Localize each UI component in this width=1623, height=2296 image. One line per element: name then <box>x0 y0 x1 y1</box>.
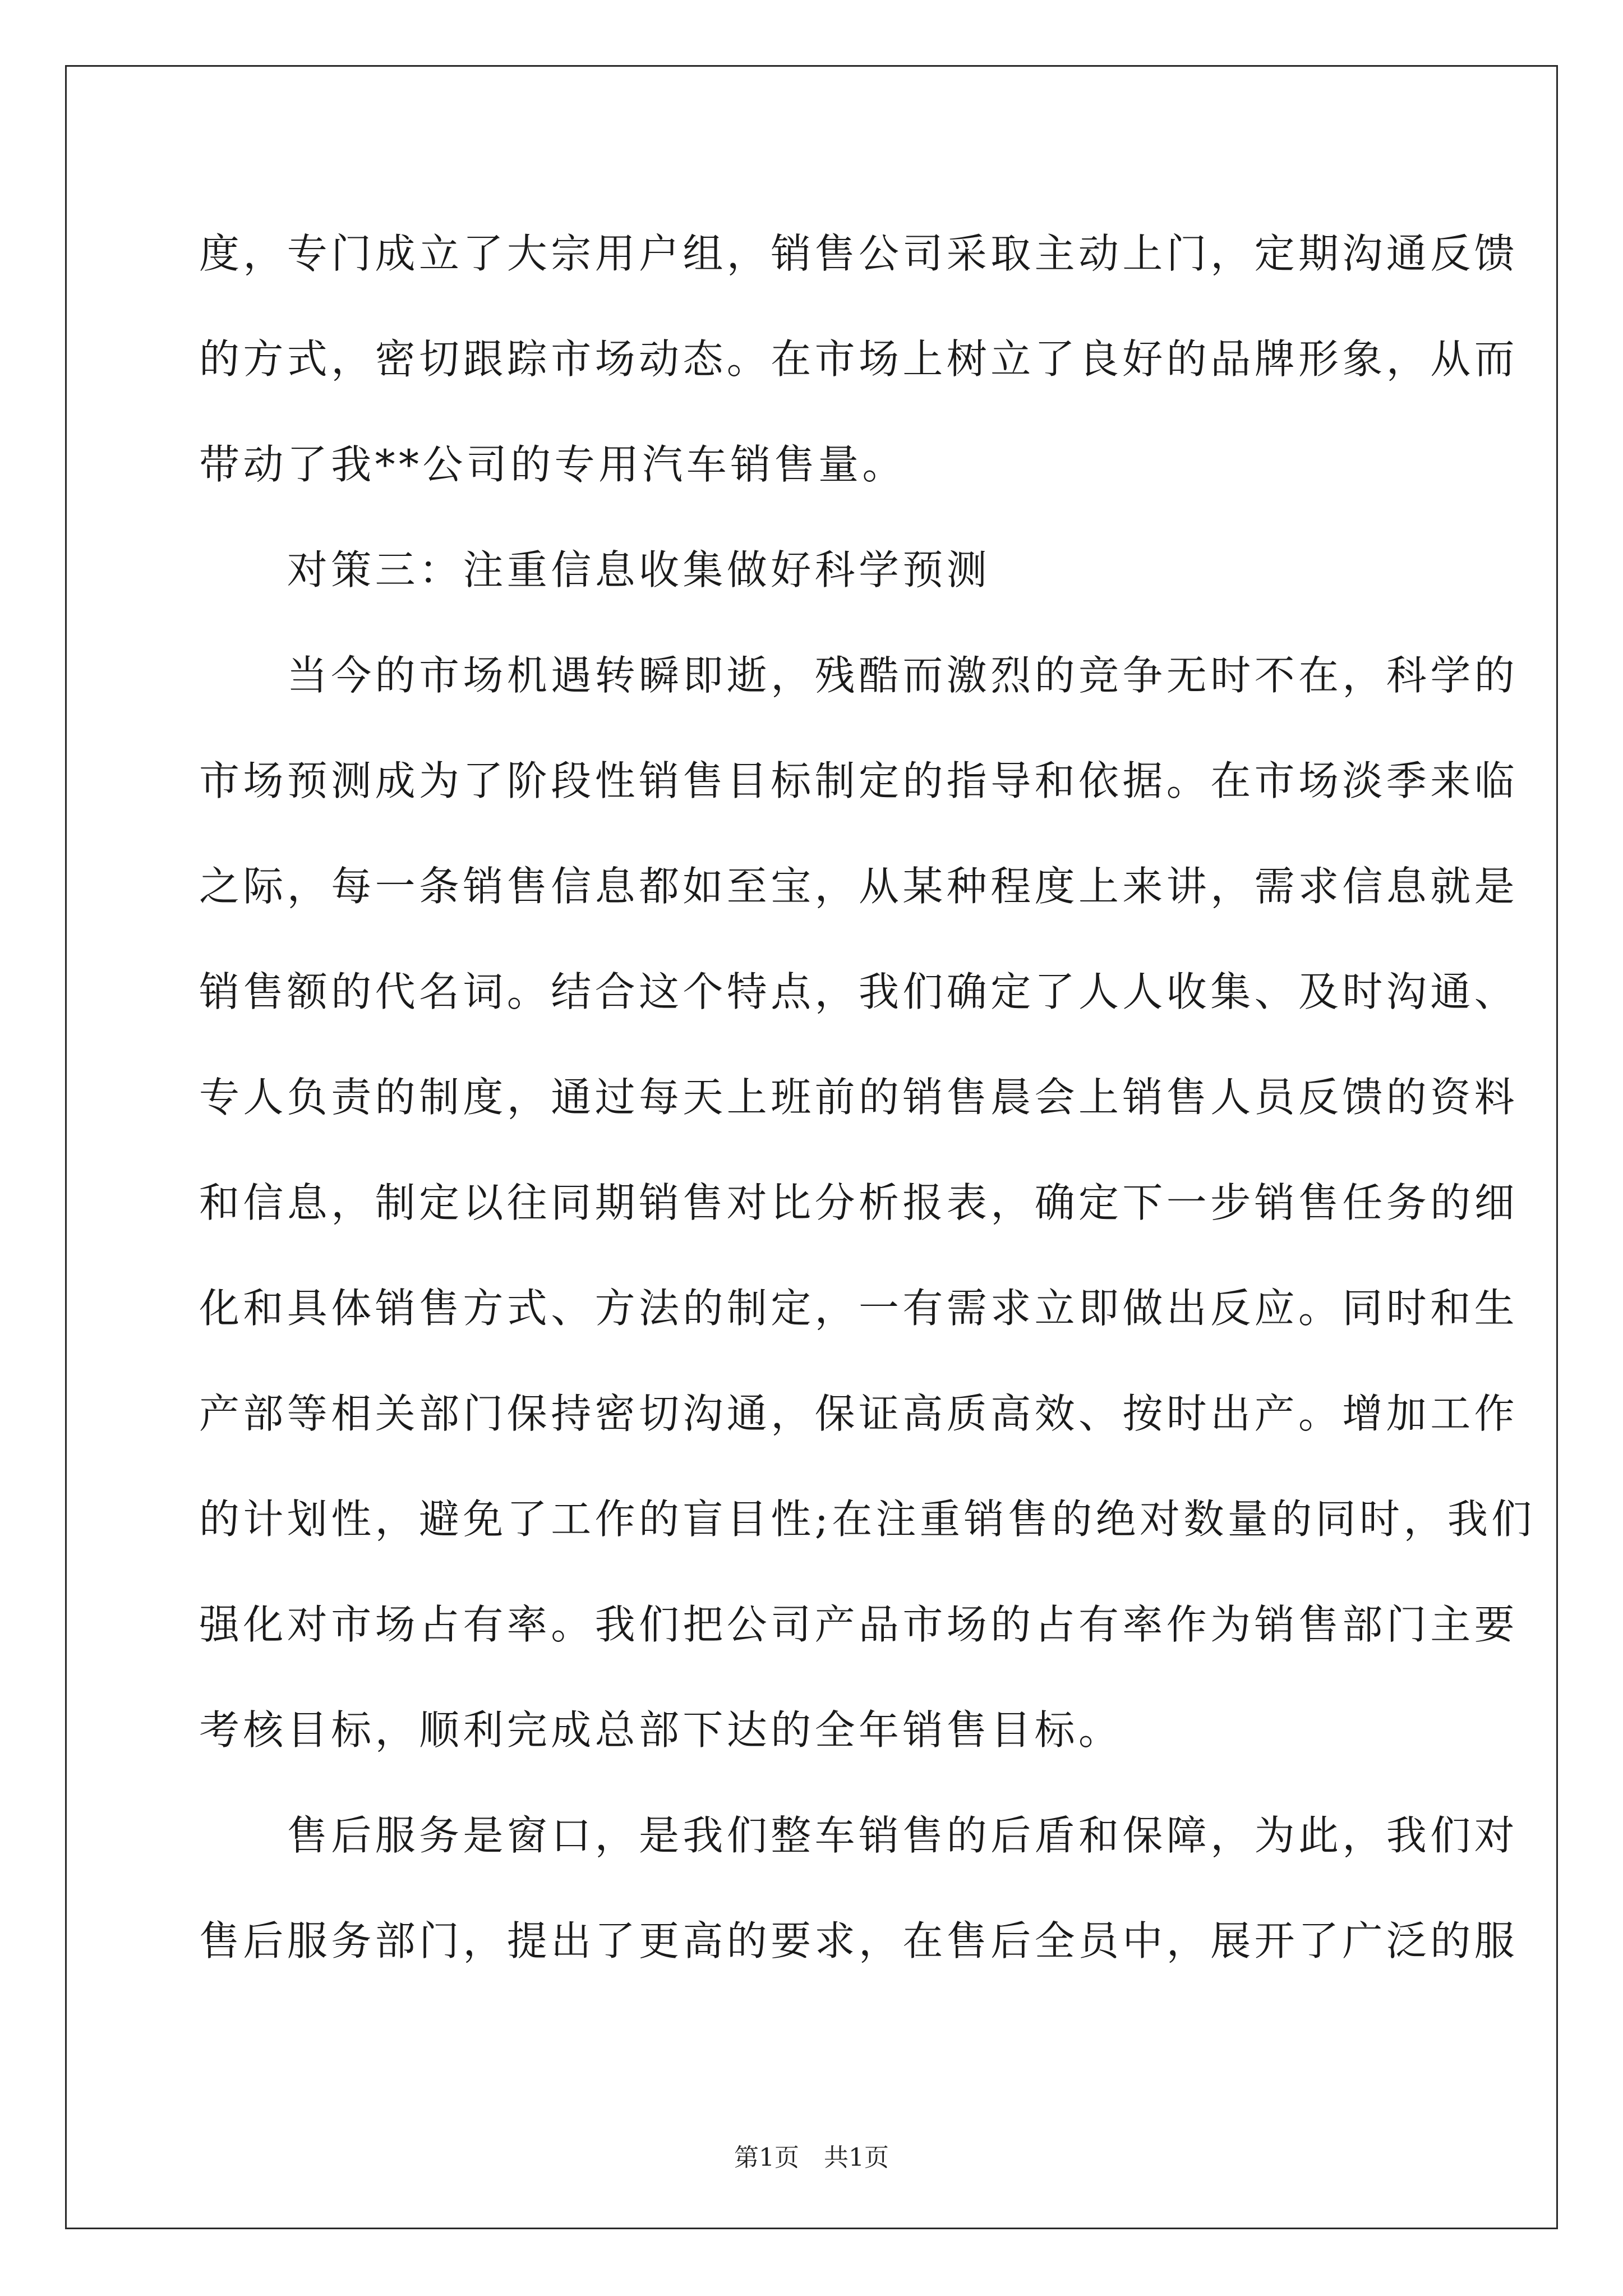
text-line: 产部等相关部门保持密切沟通，保证高质高效、按时出产。增加工作 <box>199 1390 1519 1437</box>
text-line: 强化对市场占有率。我们把公司产品市场的占有率作为销售部门主要 <box>199 1601 1519 1648</box>
text-line: 的方式，密切跟踪市场动态。在市场上树立了良好的品牌形象，从而 <box>199 335 1519 383</box>
text-line: 售后服务部门，提出了更高的要求，在售后全员中，展开了广泛的服 <box>199 1917 1519 1964</box>
text-line: 度，专门成立了大宗用户组，销售公司采取主动上门，定期沟通反馈 <box>199 230 1519 277</box>
text-line: 之际，每一条销售信息都如至宝，从某种程度上来讲，需求信息就是 <box>199 863 1519 910</box>
text-line: 化和具体销售方式、方法的制定，一有需求立即做出反应。同时和生 <box>199 1285 1519 1332</box>
text-line: 考核目标，顺利完成总部下达的全年销售目标。 <box>199 1706 1123 1754</box>
page-number-footer: 第1页 共1页 <box>734 2143 889 2172</box>
text-line: 专人负责的制度，通过每天上班前的销售晨会上销售人员反馈的资料 <box>199 1074 1519 1121</box>
text-line: 和信息，制定以往同期销售对比分析报表，确定下一步销售任务的细 <box>199 1179 1519 1226</box>
section-heading: 对策三：注重信息收集做好科学预测 <box>199 546 991 593</box>
text-line: 当今的市场机遇转瞬即逝，残酷而激烈的竞争无时不在，科学的 <box>199 652 1519 699</box>
text-line: 带动了我**公司的专用汽车销售量。 <box>199 441 906 488</box>
text-line: 市场预测成为了阶段性销售目标制定的指导和依据。在市场淡季来临 <box>199 757 1519 804</box>
document-body <box>199 211 1536 2004</box>
text-line: 售后服务是窗口，是我们整车销售的后盾和保障，为此，我们对 <box>199 1812 1519 1859</box>
text-line: 的计划性，避免了工作的盲目性;在注重销售的绝对数量的同时，我们 <box>199 1496 1536 1543</box>
text-line: 销售额的代名词。结合这个特点，我们确定了人人收集、及时沟通、 <box>199 968 1519 1015</box>
